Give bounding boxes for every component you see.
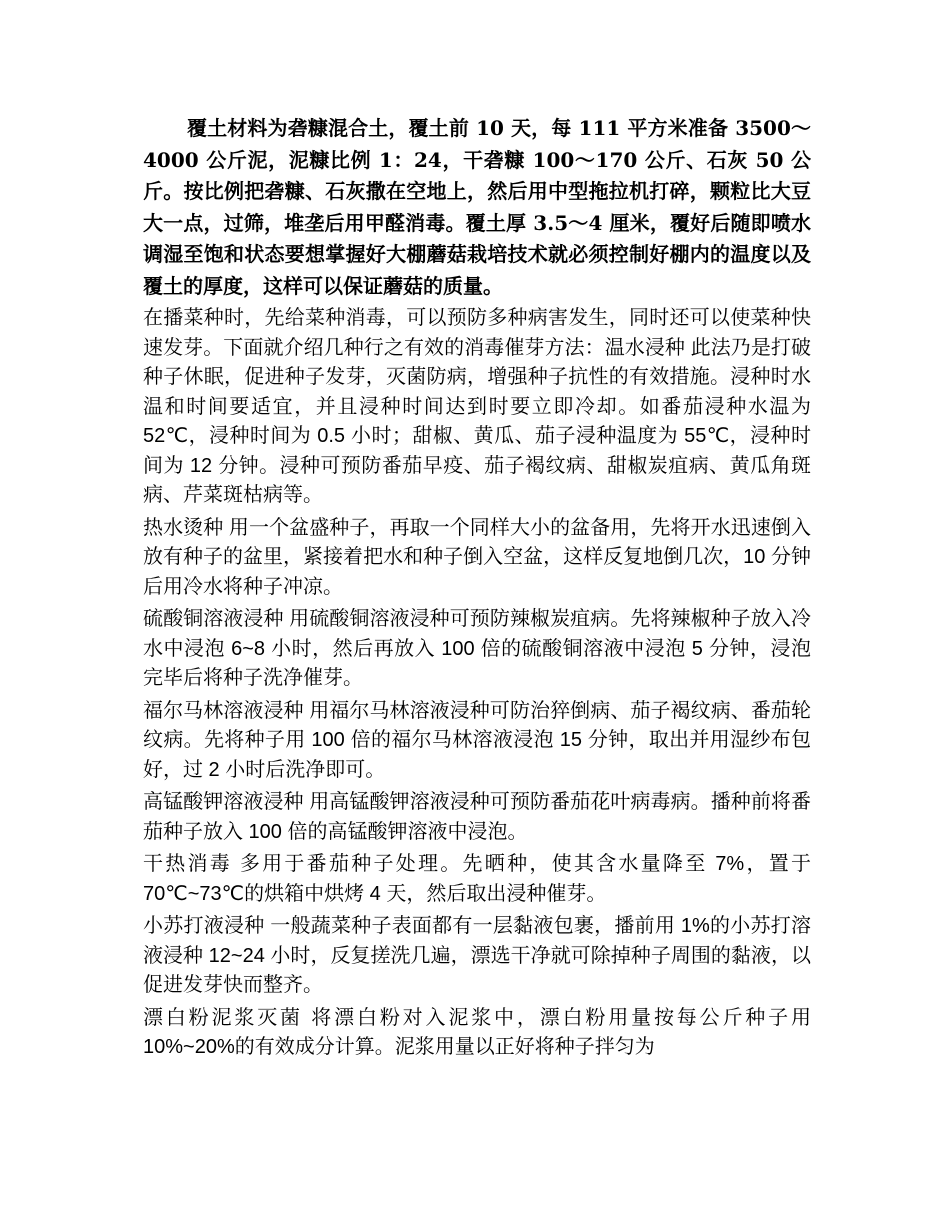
paragraph-hot-water: 热水烫种 用一个盆盛种子，再取一个同样大小的盆备用，先将开水迅速倒入放有种子的盆里，紧接着把水和种子倒入空盆，这样反复地倒几次，10 分钟后用冷水将种子冲凉。 <box>143 516 811 598</box>
document-page <box>143 113 811 1066</box>
paragraph-dry-heat: 干热消毒 多用于番茄种子处理。先晒种，使其含水量降至 7%，置于 70℃~73℃的烘箱中烘烤 4 天，然后取出浸种催芽。 <box>143 853 811 905</box>
paragraph-baking-soda: 小苏打液浸种 一般蔬菜种子表面都有一层黏液包裹，播前用 1%的小苏打溶液浸种 12~24 小时，反复搓洗几遍，漂选干净就可除掉种子周围的黏液，以促进发芽快而整齐。 <box>143 915 811 996</box>
paragraph-permanganate: 高锰酸钾溶液浸种 用高锰酸钾溶液浸种可预防番茄花叶病毒病。播种前将番茄种子放入 100 倍的高锰酸钾溶液中浸泡。 <box>143 791 811 843</box>
paragraph-bleach-slurry: 漂白粉泥浆灭菌 将漂白粉对入泥浆中，漂白粉用量按每公斤种子用 10%~20%的有效成分计算。泥浆用量以正好将种子拌匀为 <box>143 1006 811 1058</box>
paragraph-copper-sulfate: 硫酸铜溶液浸种 用硫酸铜溶液浸种可预防辣椒炭疽病。先将辣椒种子放入冷水中浸泡 6~8 小时，然后再放入 100 倍的硫酸铜溶液中浸泡 5 分钟，浸泡完毕后将种子洗净催芽。 <box>143 608 811 689</box>
intro-paragraph: 覆土材料为砻糠混合土，覆土前 10 天，每 111 平方米准备 3500～4000 公斤泥，泥糠比例 1：24，干砻糠 100～170 公斤、石灰 50 公斤。按比例把砻糠、石灰撒在空地上，然后用中型拖拉机打碎，颗粒比大豆大一点，过筛，堆垄后用甲醛消毒。覆土厚 3.5～4 厘米，覆好后随即喷水调湿至饱和状态要想掌握好大棚蘑菇栽培技术就必须控制好棚内的温度以及覆土的厚度，这样可以保证蘑菇的质量。 <box>143 116 811 298</box>
paragraph-formalin: 福尔马林溶液浸种 用福尔马林溶液浸种可防治猝倒病、茄子褐纹病、番茄轮纹病。先将种子用 100 倍的福尔马林溶液浸泡 15 分钟，取出并用湿纱布包好，过 2 小时后洗净即可。 <box>143 699 811 781</box>
paragraph-seed-disinfection: 在播菜种时，先给菜种消毒，可以预防多种病害发生，同时还可以使菜种快速发芽。下面就介绍几种行之有效的消毒催芽方法：温水浸种 此法乃是打破种子休眠，促进种子发芽，灭菌防病，增强种子抗性的有效措施。浸种时水温和时间要适宜，并且浸种时间达到时要立即冷却。如番茄浸种水温为 52℃，浸种时间为 0.5 小时；甜椒、黄瓜、茄子浸种温度为 55℃，浸种时间为 12 分钟。浸种可预防番茄早疫、茄子褐纹病、甜椒炭疽病、黄瓜角斑病、芹菜斑枯病等。 <box>143 307 811 506</box>
